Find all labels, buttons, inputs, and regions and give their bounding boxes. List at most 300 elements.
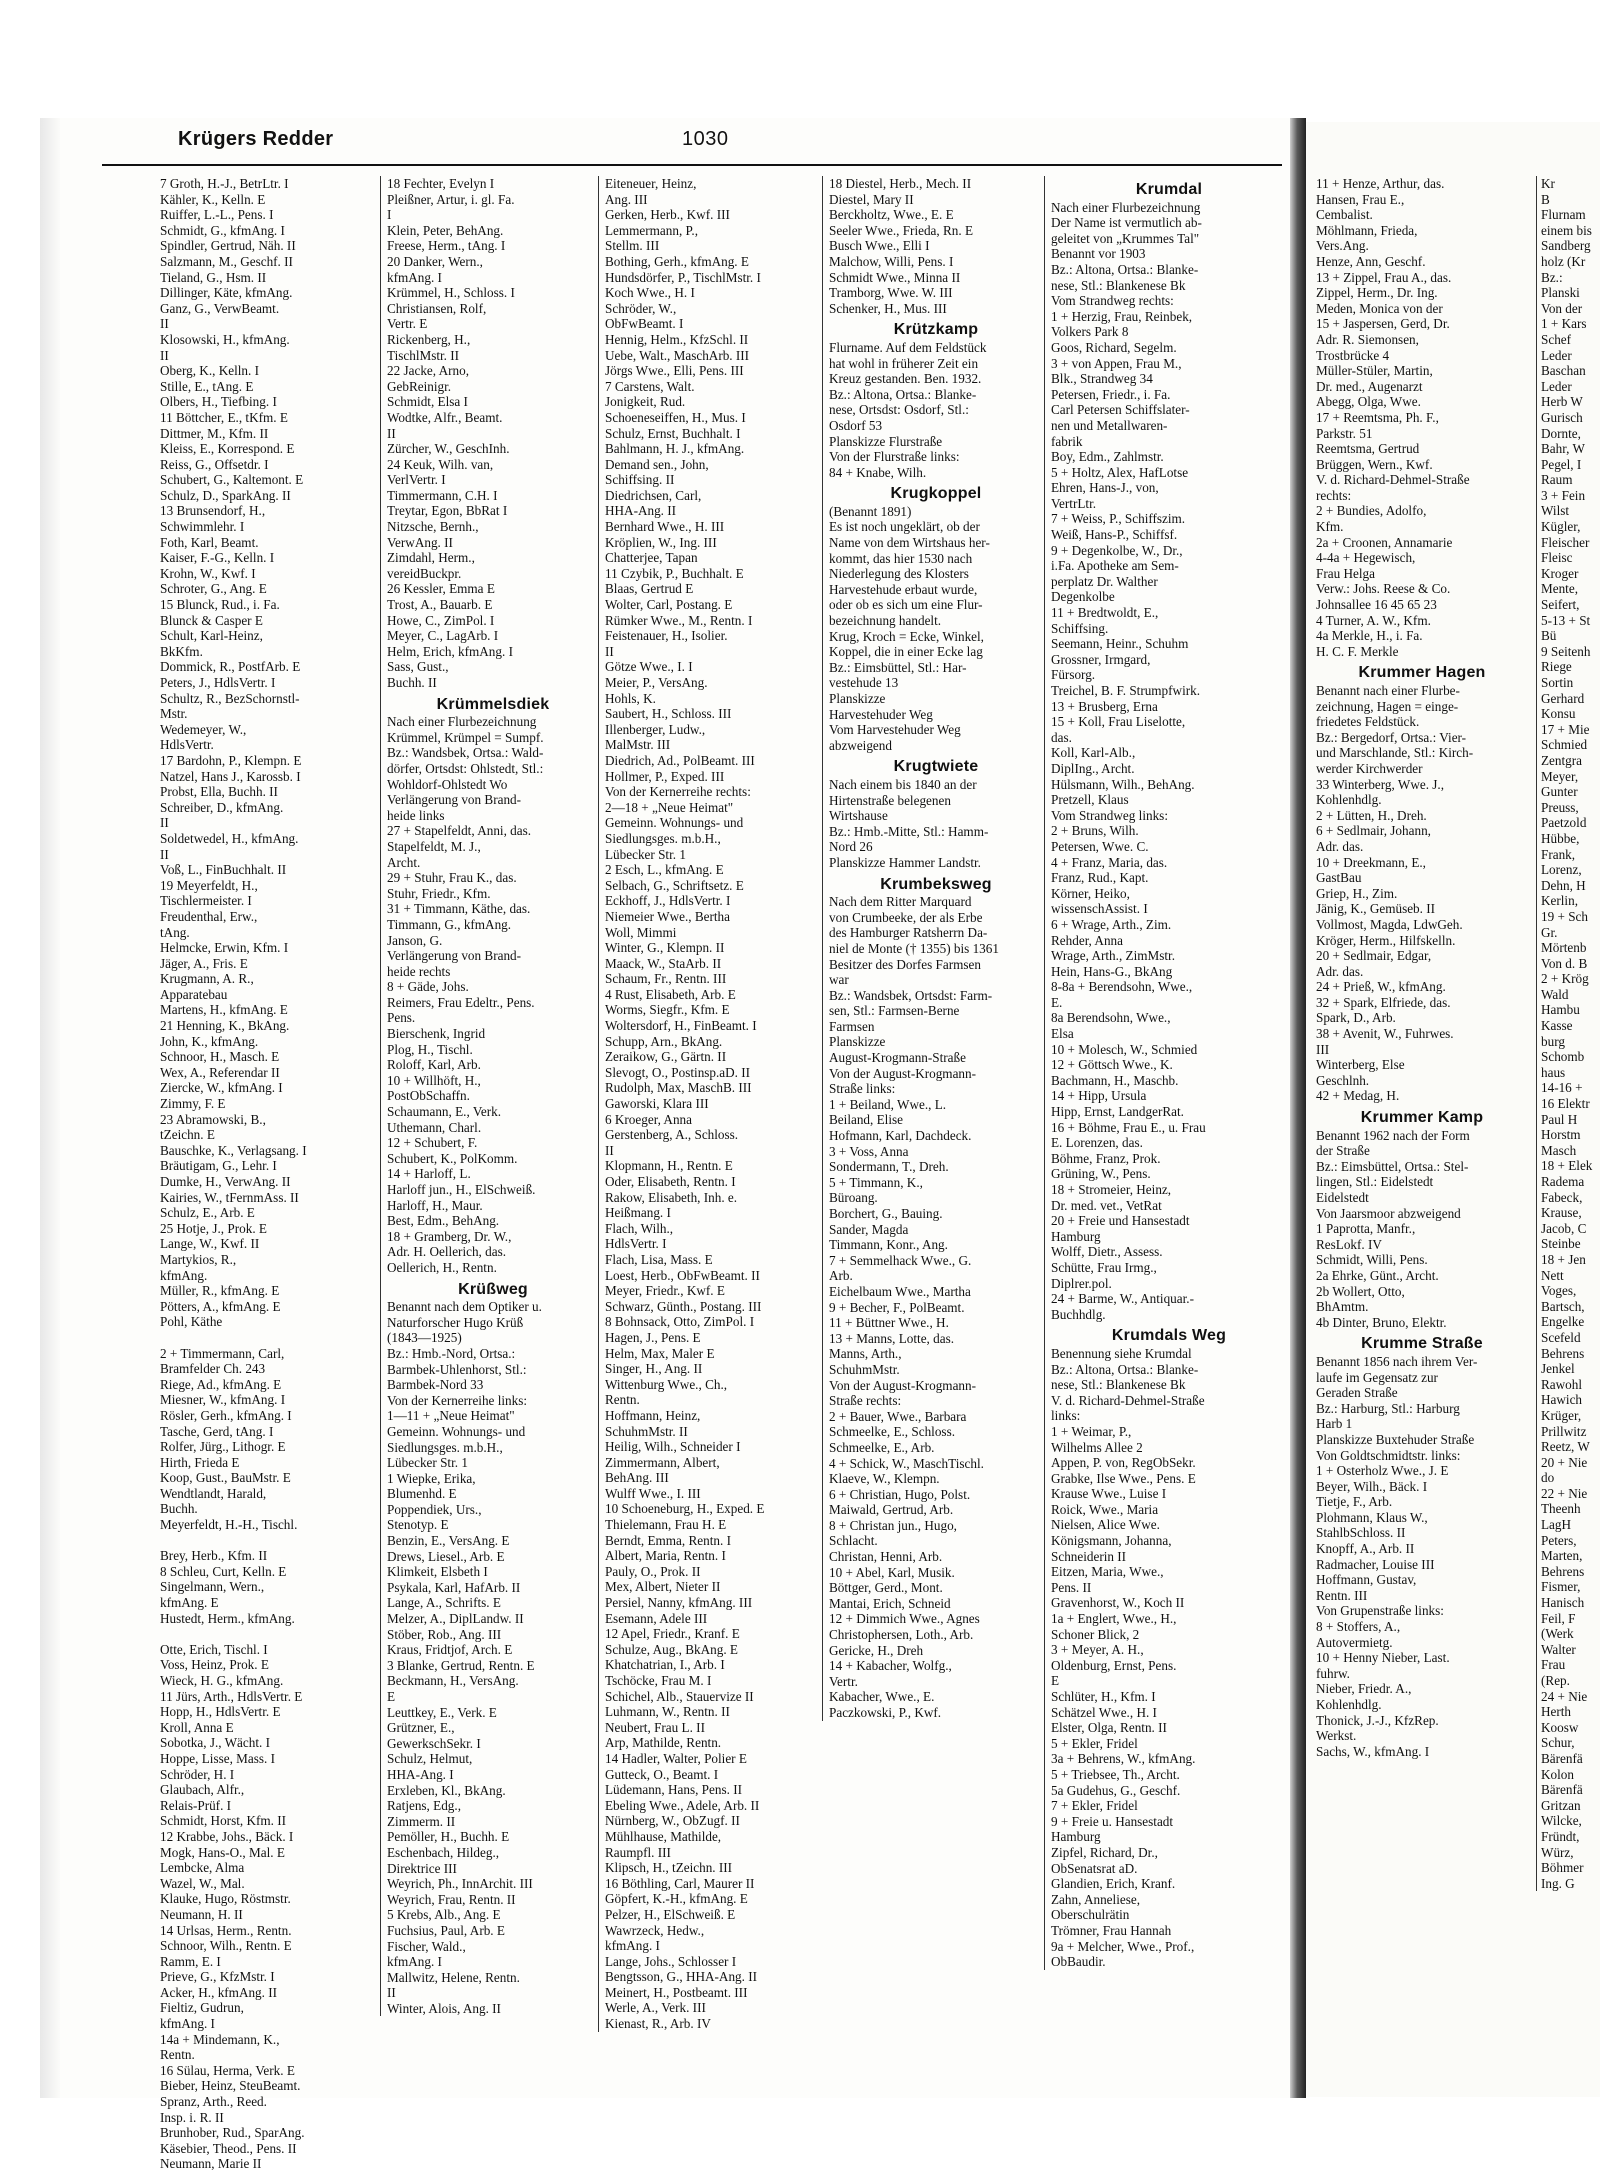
entry-line: Paul H xyxy=(1541,1111,1578,1127)
entry-line: SchuhmMstr. II xyxy=(605,1423,688,1439)
entry-line: Schiffsing. II xyxy=(605,472,675,488)
entry-line: ResLokf. IV xyxy=(1316,1236,1382,1252)
entry-line: Prillwitz xyxy=(1541,1423,1587,1439)
entry-line: 12 + Göttsch Wwe., K. xyxy=(1051,1057,1173,1073)
entry-line: Königsmann, Johanna, xyxy=(1051,1533,1172,1549)
entry-line: II xyxy=(160,316,169,332)
entry-line: Flach, Lisa, Mass. E xyxy=(605,1251,713,1267)
entry-line: Meyerfeldt, H.-H., Tischl. xyxy=(160,1517,298,1533)
entry-line: Meyer, Friedr., Kwf. E xyxy=(605,1283,725,1299)
entry-line: Rudolph, Max, MaschB. III xyxy=(605,1080,752,1096)
entry-line: Göpfert, K.-H., kfmAng. E xyxy=(605,1891,748,1907)
column-3 xyxy=(598,176,821,2032)
entry-line: Straße links: xyxy=(829,1081,896,1097)
entry-line: Harloff, H., Maur. xyxy=(387,1197,483,1213)
entry-line: 2 + Bauer, Wwe., Barbara xyxy=(829,1408,967,1424)
entry-line: 18 + Gramberg, Dr. W., xyxy=(387,1228,512,1244)
street-heading: Krummer Hagen xyxy=(1358,664,1486,682)
entry-line: 16 Sülau, Herma, Verk. E xyxy=(160,2062,295,2078)
entry-line: E xyxy=(387,1689,396,1704)
entry-line: Wex, A., Referendar II xyxy=(160,1064,280,1080)
entry-line: (Rep. xyxy=(1541,1673,1570,1688)
entry-line: Schnoor, H., Masch. E xyxy=(160,1049,280,1065)
entry-line: Gunter xyxy=(1541,784,1578,800)
entry-line: Theenh xyxy=(1541,1501,1581,1517)
entry-line: Beiland, Elise xyxy=(829,1112,903,1128)
entry-line: VertrLtr. xyxy=(1051,495,1097,511)
entry-line: Osdorf 53 xyxy=(829,417,883,433)
entry-line: Bz.: Harburg, Stl.: Harburg xyxy=(1316,1400,1460,1416)
entry-line: 4-4a + Hegewisch, xyxy=(1316,550,1416,566)
entry-line: Weiß, Hans-P., Schiffsf. xyxy=(1051,527,1178,543)
entry-line: Name von dem Wirtshaus her- xyxy=(829,535,990,551)
entry-line: Singer, H., Ang. II xyxy=(605,1361,703,1377)
entry-line: Prieve, G., KfzMstr. I xyxy=(160,1969,275,1985)
street-heading: Krüßweg xyxy=(458,1280,528,1298)
entry-line: Jänig, K., Gemüseb. II xyxy=(1316,901,1436,917)
entry-line: Brunhober, Rud., SparAng. xyxy=(160,2125,305,2141)
entry-line: Seeler Wwe., Frieda, Rn. E xyxy=(829,222,974,238)
entry-line: Reiss, G., Offsetdr. I xyxy=(160,456,269,472)
entry-line: Feil, F xyxy=(1541,1610,1576,1626)
entry-line: 13 + Manns, Lotte, das. xyxy=(829,1330,955,1346)
entry-line: Tietje, F., Arb. xyxy=(1316,1494,1393,1510)
entry-line: Kroll, Anna E xyxy=(160,1719,234,1735)
entry-line: 8a Berendsohn, Wwe., xyxy=(1051,1010,1171,1026)
entry-line: Vom Harvestehuder Weg xyxy=(829,722,961,738)
entry-line: Hirth, Frieda E xyxy=(160,1454,240,1470)
entry-line: Bräutigam, G., Lehr. I xyxy=(160,1158,277,1174)
entry-line: Gerken, Herb., Kwf. III xyxy=(605,207,730,223)
entry-line: I xyxy=(387,207,392,223)
entry-line: Müller, R., kfmAng. E xyxy=(160,1283,280,1299)
entry-line: Wolff, Dietr., Assess. xyxy=(1051,1244,1163,1260)
entry-line: von Crumbeeke, der als Erbe xyxy=(829,909,983,925)
entry-line: Abegg, Olga, Wwe. xyxy=(1316,394,1421,410)
entry-line: Seemann, Heinr., Schuhm xyxy=(1051,636,1189,652)
entry-line: Gericke, H., Dreh xyxy=(829,1642,924,1658)
entry-line: Franz, Rud., Kapt. xyxy=(1051,870,1149,886)
entry-line: Niederlegung des Klosters xyxy=(829,566,969,582)
entry-line: Benannt 1962 nach der Form xyxy=(1316,1127,1470,1143)
entry-line: Schult, Karl-Heinz, xyxy=(160,628,263,644)
entry-line: Woll, Mimmi xyxy=(605,924,677,940)
street-heading: Krummer Kamp xyxy=(1360,1109,1484,1127)
entry-line: Peters, xyxy=(1541,1532,1577,1548)
entry-line: Von Goldtschmidtstr. links: xyxy=(1316,1447,1461,1463)
entry-line: Acker, H., kfmAng. II xyxy=(160,1984,278,2000)
entry-line: Körner, Heiko, xyxy=(1051,885,1130,901)
entry-line: Woltersdorf, H., FinBeamt. I xyxy=(605,1018,757,1034)
entry-line: Melzer, A., DiplLandw. II xyxy=(387,1611,524,1627)
entry-line: Chatterjee, Tapan xyxy=(605,550,698,566)
entry-line: Klopmann, H., Rentn. E xyxy=(605,1158,733,1174)
entry-line: Petersen, Wwe. C. xyxy=(1051,838,1149,854)
entry-line: Blumenhd. E xyxy=(387,1486,457,1502)
entry-line: Flurnam xyxy=(1541,207,1586,223)
entry-line: Fabeck, xyxy=(1541,1189,1583,1205)
entry-line: Fleisc xyxy=(1541,550,1573,566)
entry-line: Heißmang. I xyxy=(605,1205,671,1221)
entry-line: Benannt nach einer Flurbe- xyxy=(1316,683,1460,698)
entry-line: Persiel, Nanny, kfmAng. III xyxy=(605,1595,753,1611)
entry-line: Baschan xyxy=(1541,363,1586,379)
entry-line: zeichnung, Hagen = einge- xyxy=(1316,698,1459,714)
entry-line: 12 Apel, Friedr., Kranf. E xyxy=(605,1626,740,1642)
entry-line: Klipsch, H., tZeichn. III xyxy=(605,1860,733,1876)
entry-line: VerwAng. II xyxy=(387,534,453,550)
entry-line: geleitet von „Krummes Tal" xyxy=(1051,230,1200,246)
entry-line: 10 + Abel, Karl, Musik. xyxy=(829,1564,955,1580)
entry-line: Kr xyxy=(1541,176,1555,191)
entry-line: Schichel, Alb., Stauervize II xyxy=(605,1688,754,1704)
entry-line: Kfm. xyxy=(1316,519,1344,535)
entry-line: 38 + Avenit, W., Fuhrwes. xyxy=(1316,1026,1454,1042)
entry-line: 2a Ehrke, Günt., Archt. xyxy=(1316,1267,1439,1283)
entry-line: 17 + Mie xyxy=(1541,721,1590,737)
entry-line: Bengtsson, G., HHA-Ang. II xyxy=(605,1969,758,1985)
entry-line: Fürsorg. xyxy=(1051,667,1096,683)
entry-line: 23 Abramowski, B., xyxy=(160,1111,266,1127)
entry-line: Wald xyxy=(1541,986,1569,1002)
entry-line: Radmacher, Louise III xyxy=(1316,1556,1435,1572)
entry-line: Ang. III xyxy=(605,191,648,207)
entry-line: 14 + Harloff, L. xyxy=(387,1166,471,1182)
entry-line: Sortin xyxy=(1541,675,1574,690)
entry-line: Klimkeit, Elsbeth I xyxy=(387,1564,488,1580)
entry-line: Wodtke, Alfr., Beamt. xyxy=(387,409,503,425)
entry-line: 14-16 + xyxy=(1541,1080,1583,1096)
entry-line: Glandien, Erich, Kranf. xyxy=(1051,1876,1176,1892)
entry-line: Dornte, xyxy=(1541,425,1581,441)
entry-line: Pötters, A., kfmAng. E xyxy=(160,1298,281,1314)
entry-line: 7 + Ekler, Fridel xyxy=(1051,1798,1138,1814)
entry-line: Bartsch, xyxy=(1541,1298,1585,1314)
entry-line: Schoeneseiffen, H., Mus. I xyxy=(605,409,746,425)
entry-line: 1 + Herzig, Frau, Reinbek, xyxy=(1051,308,1193,324)
entry-line: V. d. Richard-Dehmel-Straße xyxy=(1051,1392,1205,1408)
entry-line: burg xyxy=(1541,1033,1565,1049)
entry-line: Werkst. xyxy=(1316,1728,1357,1744)
entry-line: 9 + Freie u. Hansestadt xyxy=(1051,1813,1174,1829)
entry-line: Sass, Gust., xyxy=(387,659,449,675)
entry-line: August-Krogmann-Straße xyxy=(829,1050,966,1066)
entry-line: Farmsen xyxy=(829,1018,875,1034)
book-gutter xyxy=(1290,118,1306,2098)
entry-line: Christophersen, Loth., Arb. xyxy=(829,1627,974,1643)
entry-line: Lorenz, xyxy=(1541,862,1582,878)
entry-line: Berndt, Emma, Rentn. I xyxy=(605,1532,731,1548)
entry-line: Schmeelke, E., Arb. xyxy=(829,1439,935,1455)
entry-line: Timmermann, C.H. I xyxy=(387,487,498,503)
entry-line: kommt, das hier 1530 nach xyxy=(829,550,973,566)
entry-line: 1 + Beiland, Wwe., L. xyxy=(829,1096,947,1112)
entry-line: 5 + Ekler, Fridel xyxy=(1051,1735,1138,1751)
entry-line: Hirtenstraße belegenen xyxy=(829,792,951,808)
entry-line: 1a + Englert, Wwe., H., xyxy=(1051,1611,1177,1627)
entry-line: 25 Hotje, J., Prok. E xyxy=(160,1220,267,1236)
entry-line: Direktrice III xyxy=(387,1860,457,1876)
entry-line: Barmbek-Uhlenhorst, Stl.: xyxy=(387,1361,527,1377)
entry-line: Mühlhause, Mathilde, xyxy=(605,1828,722,1844)
entry-line: Rösler, Gerh., kfmAng. I xyxy=(160,1407,292,1423)
entry-line: Sondermann, T., Dreh. xyxy=(829,1159,949,1175)
entry-line: Nord 26 xyxy=(829,839,873,855)
entry-line: Hanisch xyxy=(1541,1595,1585,1611)
entry-line: Schwimmlehr. I xyxy=(160,519,245,535)
entry-line: 4 Turner, A. W., Kfm. xyxy=(1316,612,1431,628)
entry-line: Winter, Alois, Ang. II xyxy=(387,2000,501,2016)
entry-line: Petersen, Friedr., i. Fa. xyxy=(1051,386,1171,402)
entry-line: Bz.: Bergedorf, Ortsa.: Vier- xyxy=(1316,729,1467,745)
entry-line: 11 Jürs, Arth., HdlsVertr. E xyxy=(160,1688,303,1704)
entry-line: 22 + Nie xyxy=(1541,1485,1588,1501)
entry-line: Kröger, Herm., Hilfskelln. xyxy=(1316,932,1456,948)
entry-line: Adr. das. xyxy=(1316,838,1364,854)
entry-line: Apparatebau xyxy=(160,986,228,1002)
entry-line: Adr. R. Siemonsen, xyxy=(1316,331,1419,347)
entry-line: Gr. xyxy=(1541,924,1558,940)
entry-line: Schmidt, Horst, Kfm. II xyxy=(160,1813,287,1829)
entry-line: Schmidt, Willi, Pens. xyxy=(1316,1252,1428,1268)
entry-line: kfmAng. I xyxy=(387,269,442,285)
entry-line: 11 + Henze, Arthur, das. xyxy=(1316,176,1445,191)
entry-line: Dittmer, M., Kfm. II xyxy=(160,425,269,441)
entry-line: GewerkschSekr. I xyxy=(387,1735,481,1751)
entry-line: Koppel, die in einer Ecke lag xyxy=(829,644,983,660)
entry-line: Zimmermann, Albert, xyxy=(605,1454,720,1470)
entry-line: 27 + Stapelfeldt, Anni, das. xyxy=(387,823,532,839)
entry-line: nese, Stl.: Blankenese Bk xyxy=(1051,1377,1186,1393)
entry-line: Lembcke, Alma xyxy=(160,1860,245,1876)
entry-line: hat wohl in früherer Zeit ein xyxy=(829,355,979,371)
entry-line: Timmann, G., kfmAng. xyxy=(387,916,512,932)
entry-line: Verw.: Johs. Reese & Co. xyxy=(1316,581,1451,597)
entry-line: 7 + Weiss, P., Schiffszim. xyxy=(1051,511,1186,527)
entry-line: Koosw xyxy=(1541,1719,1579,1735)
entry-line: Hoffmann, Heinz, xyxy=(605,1407,701,1423)
entry-line: Horstm xyxy=(1541,1127,1581,1143)
entry-line: Ing. G xyxy=(1541,1875,1575,1891)
entry-line: GebReinigr. xyxy=(387,378,452,394)
entry-line: Planski xyxy=(1541,285,1580,301)
column-4 xyxy=(822,176,1043,1721)
entry-line: 1—11 + „Neue Heimat" xyxy=(387,1408,515,1424)
entry-line: 2a + Croonen, Annamarie xyxy=(1316,534,1453,550)
entry-line: Paczkowski, P., Kwf. xyxy=(829,1705,942,1720)
entry-line: Naturforscher Hugo Krüß xyxy=(387,1314,524,1330)
entry-line: 16 Elektr xyxy=(1541,1096,1590,1112)
entry-line: tZeichn. E xyxy=(160,1127,215,1143)
entry-line: dörfer, Ortsdst: Ohlstedt, Stl.: xyxy=(387,760,544,776)
entry-line: Vom Strandweg links: xyxy=(1051,807,1168,823)
entry-line: 10 + Willhöft, H., xyxy=(387,1072,481,1088)
entry-line: Oellerich, H., Rentn. xyxy=(387,1259,497,1275)
entry-line: Hoffmann, Gustav, xyxy=(1316,1572,1417,1588)
entry-line: einem bis xyxy=(1541,222,1592,238)
entry-line: Martykios, R., xyxy=(160,1251,237,1267)
entry-line: II xyxy=(605,643,614,659)
entry-line: Maiwald, Gertrud, Arb. xyxy=(829,1502,954,1518)
entry-line: Rentn. xyxy=(605,1392,640,1408)
street-heading: Krugkoppel xyxy=(890,485,982,503)
entry-line: 33 Winterberg, Wwe. J., xyxy=(1316,776,1445,792)
entry-line: niel de Monte († 1355) bis 1361 xyxy=(829,940,999,956)
entry-line: BehAng. III xyxy=(605,1470,669,1486)
entry-line: Seifert, xyxy=(1541,597,1580,613)
entry-line: Winter, G., Klempn. II xyxy=(605,940,725,956)
entry-line: Dr. med., Augenarzt xyxy=(1316,378,1423,394)
entry-line: 20 + Freie und Hansestadt xyxy=(1051,1213,1190,1229)
entry-line: Krause Wwe., Luise I xyxy=(1051,1486,1167,1502)
entry-line: Hohls, K. xyxy=(605,690,656,706)
entry-line: Peters, J., HdlsVertr. I xyxy=(160,675,276,690)
entry-line: 21 Henning, K., BkAng. xyxy=(160,1018,290,1034)
entry-line: Kügler, xyxy=(1541,519,1581,535)
entry-line: 3 + Voss, Anna xyxy=(829,1143,909,1159)
entry-line: 31 + Timmann, Käthe, das. xyxy=(387,901,531,917)
entry-line: Gutteck, O., Beamt. I xyxy=(605,1766,719,1782)
entry-line: Wendtlandt, Harald, xyxy=(160,1485,267,1501)
entry-line: Böttger, Gerd., Mont. xyxy=(829,1580,943,1596)
entry-line: 10 + Molesch, W., Schmied xyxy=(1051,1041,1198,1057)
entry-line: Krümmel, H., Schloss. I xyxy=(387,285,515,301)
entry-line: Diplrer.pol. xyxy=(1051,1275,1112,1291)
entry-line: II xyxy=(605,1142,614,1158)
entry-line: 11 + Bredtwoldt, E., xyxy=(1051,605,1159,621)
entry-line: Weyrich, Ph., InnArchit. III xyxy=(387,1876,533,1892)
entry-line: 8 + Stoffers, A., xyxy=(1316,1619,1401,1635)
entry-line: Klauke, Hugo, Röstmstr. xyxy=(160,1891,291,1907)
entry-line: vereidBuckpr. xyxy=(387,565,462,581)
entry-line: Probst, Ella, Buchh. II xyxy=(160,784,278,800)
entry-line: Hustedt, Herm., kfmAng. xyxy=(160,1610,295,1626)
entry-line: Knopff, A., Arb. II xyxy=(1316,1541,1415,1557)
entry-line: Carl Petersen Schiffslater- xyxy=(1051,402,1190,418)
entry-line: Christiansen, Rolf, xyxy=(387,300,487,316)
entry-line: 14 + Kabacher, Wolfg., xyxy=(829,1658,952,1674)
entry-line: Kreuz gestanden. Ben. 1932. xyxy=(829,371,982,387)
entry-line: Geraden Straße xyxy=(1316,1385,1398,1401)
entry-line: Schultz, R., BezSchornstl- xyxy=(160,690,300,706)
entry-line: Voss, Heinz, Prok. E xyxy=(160,1657,269,1673)
entry-line: Fuchsius, Paul, Arb. E xyxy=(387,1922,505,1938)
entry-line: Böhmer xyxy=(1541,1860,1584,1876)
entry-line: Rawohl xyxy=(1541,1376,1583,1392)
entry-line: 7 + Semmelhack Wwe., G. xyxy=(829,1252,972,1268)
entry-line: Ramm, E. I xyxy=(160,1953,221,1969)
entry-line: 14a + Mindemann, K., xyxy=(160,2031,280,2047)
entry-line: Sandberg xyxy=(1541,238,1591,254)
entry-line: Bz.: Hmb.-Mitte, Stl.: Hamm- xyxy=(829,823,989,839)
entry-line: Lange, A., Schrifts. E xyxy=(387,1595,501,1611)
entry-line: H. C. F. Merkle xyxy=(1316,643,1399,659)
entry-line: Straße rechts: xyxy=(829,1393,902,1409)
entry-line: Busch Wwe., Elli I xyxy=(829,238,930,254)
entry-line: kfmAng. E xyxy=(160,1595,219,1611)
entry-line: V. d. Richard-Dehmel-Straße xyxy=(1316,472,1470,488)
entry-line: Barmbek-Nord 33 xyxy=(387,1377,484,1393)
entry-line: des Hamburger Ratsherrn Da- xyxy=(829,925,988,941)
entry-line: Siedlungsges. m.b.H., xyxy=(605,830,721,846)
entry-line: Schiffsing. xyxy=(1051,620,1109,636)
entry-line: Stille, E., tAng. E xyxy=(160,378,254,394)
entry-line: Zimmy, F. E xyxy=(160,1096,226,1112)
entry-line: 5 + Triebsee, Th., Archt. xyxy=(1051,1766,1180,1782)
entry-line: Bz.: Altona, Ortsa.: Blanke- xyxy=(829,386,977,402)
entry-line: Nach einer Flurbezeichnung xyxy=(1051,199,1201,215)
entry-line: Scefeld xyxy=(1541,1329,1581,1345)
entry-line: Wedemeyer, W., xyxy=(160,721,247,737)
entry-line: Borchert, G., Bauing. xyxy=(829,1206,943,1221)
entry-line: LagH xyxy=(1541,1517,1572,1533)
entry-line: Feistenauer, H., Isolier. xyxy=(605,628,728,644)
entry-line: Schmied xyxy=(1541,737,1588,753)
entry-line: Diedrich, Ad., PolBeamt. III xyxy=(605,752,755,768)
entry-line: Jörgs Wwe., Elli, Pens. III xyxy=(605,363,744,379)
entry-line: Neumann, H. II xyxy=(160,1906,243,1922)
entry-line: Archt. xyxy=(387,854,421,870)
entry-line: Foth, Karl, Beamt. xyxy=(160,534,259,550)
entry-line: Wilcke, xyxy=(1541,1813,1582,1829)
entry-line: Eitzen, Maria, Wwe., xyxy=(1051,1564,1164,1580)
entry-line: Schaum, Fr., Rentn. III xyxy=(605,971,727,987)
entry-line: Bz.: Altona, Ortsa.: Blanke- xyxy=(1051,1361,1199,1377)
entry-line: Klein, Peter, BehAng. xyxy=(387,222,504,238)
entry-line: 9a + Melcher, Wwe., Prof., xyxy=(1051,1938,1195,1954)
entry-line: Rümker Wwe., M., Rentn. I xyxy=(605,612,753,628)
entry-line: 10 + Dreekmann, E., xyxy=(1316,854,1426,870)
entry-line: Blk., Strandweg 34 xyxy=(1051,371,1153,387)
entry-line: war xyxy=(829,972,849,988)
entry-line: Mex, Albert, Nieter II xyxy=(605,1579,721,1595)
entry-line: kfmAng. I xyxy=(605,1938,660,1954)
entry-line: oder ob es sich um eine Flur- xyxy=(829,597,983,613)
entry-line: Helm, Erich, kfmAng. I xyxy=(387,643,513,659)
entry-line: 13 + Zippel, Frau A., das. xyxy=(1316,269,1452,285)
entry-line: Geschlnh. xyxy=(1316,1072,1370,1088)
entry-line: 3 + von Appen, Frau M., xyxy=(1051,355,1182,371)
entry-line: Meden, Monica von der xyxy=(1316,300,1443,316)
entry-line: Stapelfeldt, M. J., xyxy=(387,838,481,854)
entry-line: Hawich xyxy=(1541,1392,1583,1408)
entry-line: Büroang. xyxy=(829,1190,878,1206)
entry-line: Planskizze xyxy=(829,691,886,706)
entry-line: friedetes Feldstück. xyxy=(1316,714,1420,730)
entry-line: Hülsmann, Wilh., BehAng. xyxy=(1051,776,1195,792)
entry-line: Paetzold xyxy=(1541,815,1587,831)
entry-line: Sachs, W., kfmAng. I xyxy=(1316,1743,1430,1759)
entry-line: Berckholtz, Wwe., E. E xyxy=(829,207,954,223)
entry-line: 6 + Sedlmair, Johann, xyxy=(1316,823,1431,839)
entry-line: Christan, Henni, Arb. xyxy=(829,1549,943,1565)
entry-line: Bachmann, H., Maschb. xyxy=(1051,1072,1179,1088)
entry-line: Herth xyxy=(1541,1704,1572,1720)
entry-line: Klaeve, W., Klempn. xyxy=(829,1471,940,1487)
entry-line: Von der Kernerreihe links: xyxy=(387,1392,528,1408)
entry-line: Drews, Liesel., Arb. E xyxy=(387,1548,505,1564)
entry-line: Jäger, A., Fris. E xyxy=(160,955,248,971)
entry-line: Müller-Stüler, Martin, xyxy=(1316,363,1433,379)
entry-line: Hofmann, Karl, Dachdeck. xyxy=(829,1128,972,1144)
entry-line: 2—18 + „Neue Heimat" xyxy=(605,799,734,815)
entry-line: Von Jaarsmoor abzweigend xyxy=(1316,1205,1461,1221)
entry-line: HHA-Ang. II xyxy=(605,503,677,519)
entry-line: i.Fa. Apotheke am Sem- xyxy=(1051,558,1179,574)
entry-line: Von der Flurstraße links: xyxy=(829,449,960,465)
entry-line: Ehren, Hans-J., von, xyxy=(1051,480,1159,496)
entry-line: Helm, Max, Maler E xyxy=(605,1345,715,1361)
